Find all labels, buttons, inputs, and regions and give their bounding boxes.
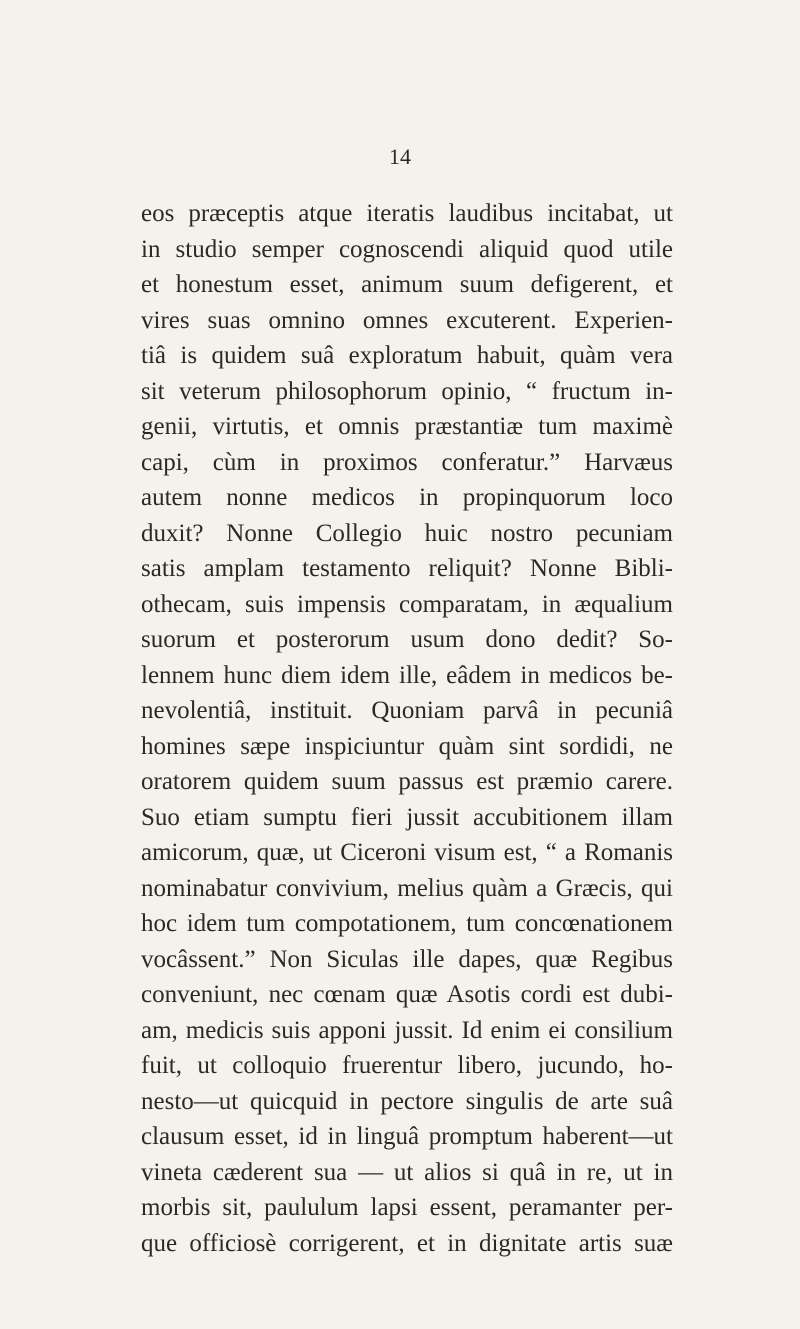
text-line: vineta cæderent sua — ut alios si quâ in re, ut in [141, 1158, 673, 1186]
text-line: capi, cùm in proximos conferatur.” Harvæus [141, 448, 673, 476]
text-line: eos præceptis atque iteratis laudibus incitabat, ut [141, 200, 673, 227]
text-line: nominabatur convivium, melius quàm a Græcis, qui [141, 874, 673, 902]
text-line: suorum et posterorum usum dono dedit? So- [141, 626, 673, 653]
text-line: conveniunt, nec cœnam quæ Asotis cordi est dubi- [141, 981, 673, 1008]
page-number: 14 [389, 144, 411, 169]
text-line: homines sæpe inspiciuntur quàm sint sordidi, ne [141, 732, 673, 760]
text-line: vires suas omnino omnes excuterent. Experien- [141, 306, 673, 334]
text-line: Suo etiam sumptu fieri jussit accubitionem illam [141, 803, 673, 831]
text-line: othecam, suis impensis comparatam, in æqualium [141, 590, 673, 618]
text-line: amicorum, quæ, ut Ciceroni visum est, “ a Romanis [141, 839, 673, 866]
text-line: in studio semper cognoscendi aliquid quod utile [141, 235, 673, 263]
text-line: clausum esset, id in linguâ promptum haberent—ut [141, 1123, 673, 1150]
text-line: satis amplam testamento reliquit? Nonne Bibli- [141, 555, 673, 582]
body-text [141, 196, 673, 1261]
text-line: et honestum esset, animum suum defigerent, et [141, 271, 673, 298]
text-line: nesto—ut quicquid in pectore singulis de arte suâ [141, 1087, 673, 1115]
text-line: hoc idem tum compotationem, tum concœnationem [141, 910, 673, 937]
text-line: duxit? Nonne Collegio huic nostro pecuniam [141, 519, 673, 547]
text-line: fuit, ut colloquio fruerentur libero, jucundo, ho- [141, 1052, 673, 1079]
text-line: genii, virtutis, et omnis præstantiæ tum maximè [141, 413, 673, 440]
text-line: nevolentiâ, instituit. Quoniam parvâ in pecuniâ [141, 697, 673, 724]
text-line: tiâ is quidem suâ exploratum habuit, quàm vera [141, 342, 673, 369]
text-line: sit veterum philosophorum opinio, “ fructum in- [141, 377, 673, 405]
text-line: que officiosè corrigerent, et in dignitate artis suæ [141, 1229, 673, 1257]
text-line: morbis sit, paululum lapsi essent, peramanter per- [141, 1194, 673, 1221]
text-line: vocâssent.” Non Siculas ille dapes, quæ Regibus [141, 945, 673, 973]
text-line: oratorem quidem suum passus est præmio carere. [141, 768, 673, 795]
text-line: autem nonne medicos in propinquorum loco [141, 484, 673, 511]
text-line: am, medicis suis apponi jussit. Id enim ei consilium [141, 1016, 673, 1044]
text-line: lennem hunc diem idem ille, eâdem in medicos be- [141, 661, 673, 689]
